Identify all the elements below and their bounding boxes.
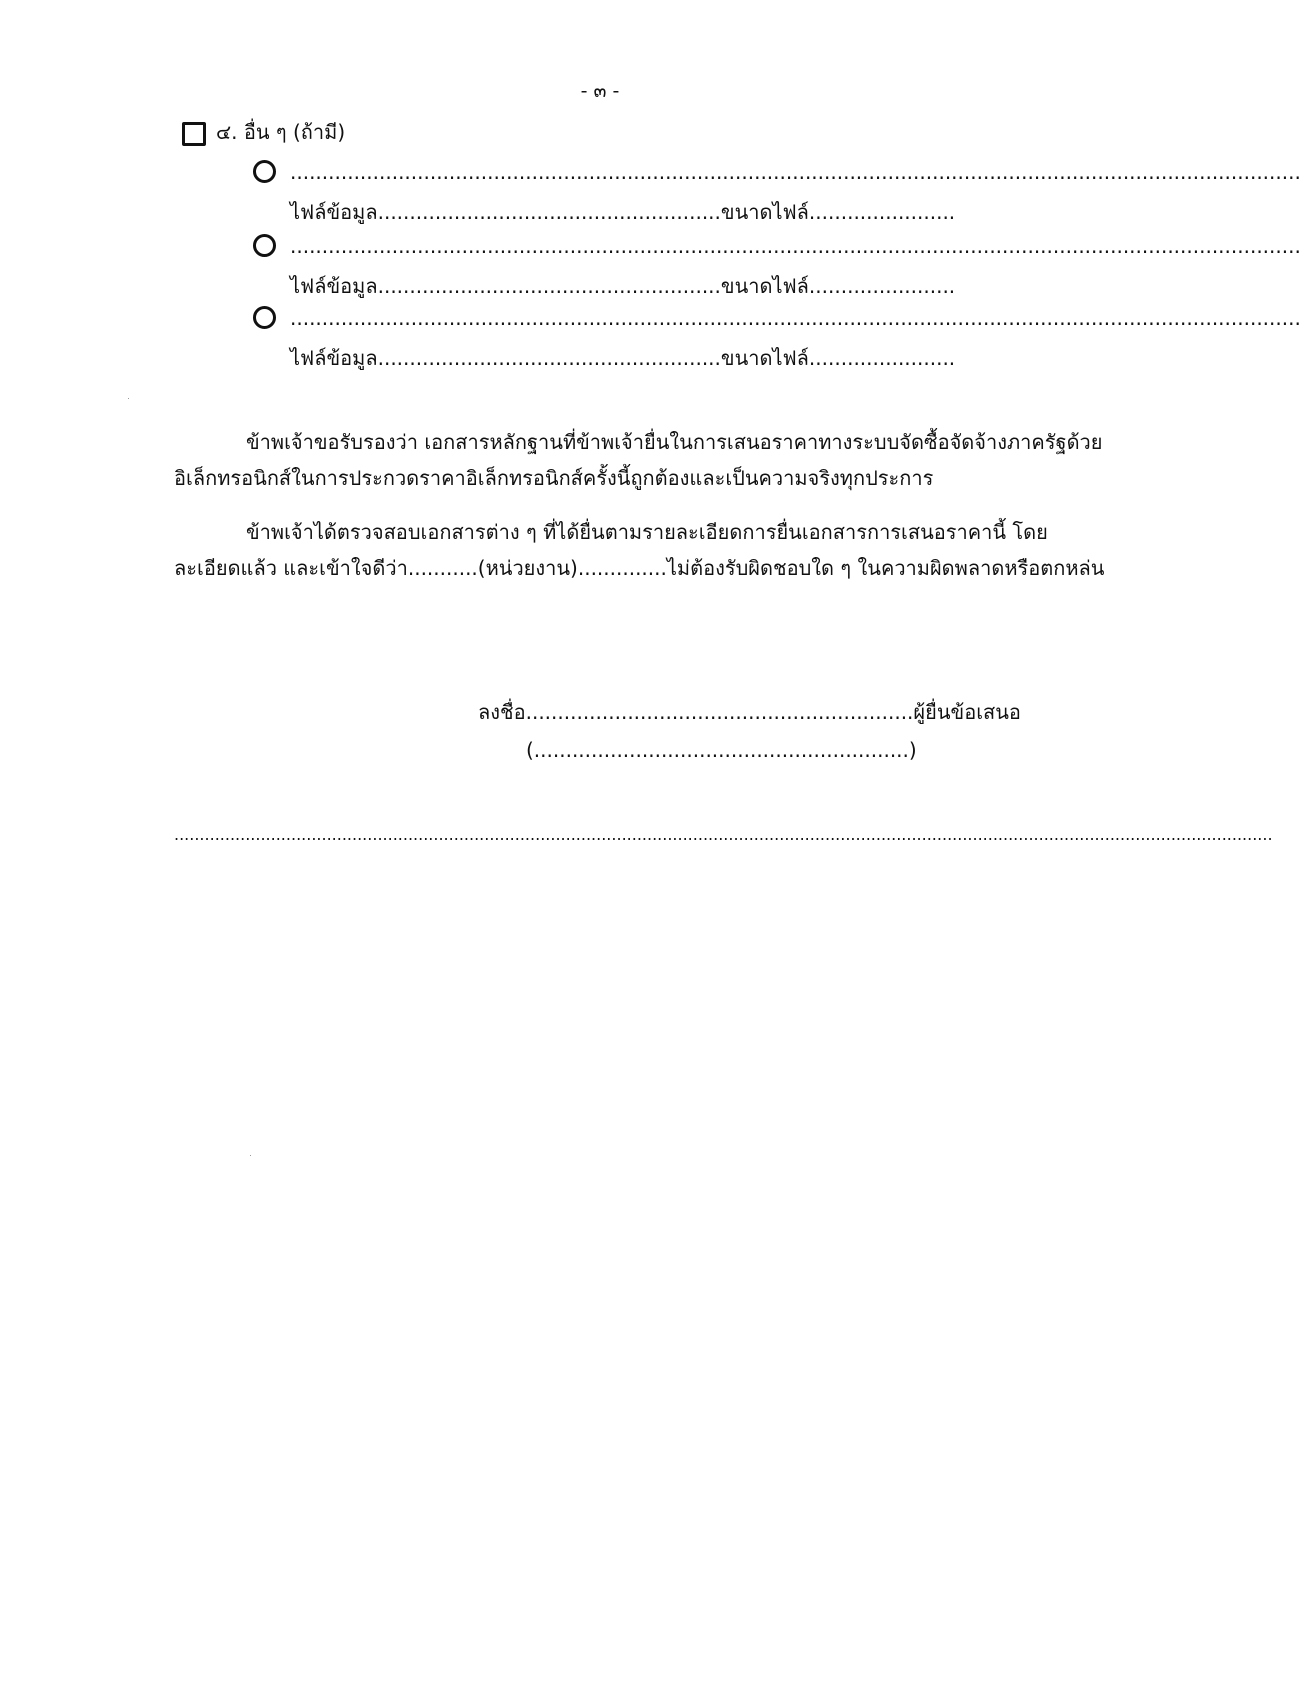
page-number: - ๓ - — [580, 80, 620, 102]
radio-icon[interactable] — [253, 234, 276, 257]
radio-icon[interactable] — [253, 160, 276, 183]
checkbox-icon[interactable] — [182, 122, 206, 146]
review-text: ข้าพเจ้าได้ตรวจสอบเอกสารต่าง ๆ ที่ได้ยื่นตามรายละเอียดการยื่นเอกสารการเสนอราคานี้ โดยละเอียดแล้ว และเข้าใจดีว่า...........(หน่วยงาน)..............ไม่ต้องรับผิดชอบใด ๆ ในความผิดพลาดหรือตกหล่น — [174, 520, 1105, 580]
certification-paragraph — [174, 424, 1114, 496]
signature-line: ลงชื่อ.............................................................ผู้ยื่นข้อเสนอ — [478, 700, 1021, 724]
footer-dotted-rule: ........................................................................................................................................................................................................................ — [174, 825, 1273, 844]
item-1-file-line: ไฟล์ข้อมูล......................................................ขนาดไฟล์....................... — [290, 200, 956, 224]
item-3-file-line: ไฟล์ข้อมูล......................................................ขนาดไฟล์....................... — [290, 346, 956, 370]
item-1-entry-line: ............................................................................................................................................................... — [290, 160, 1301, 184]
scan-speck — [128, 398, 129, 399]
item-3-entry-line: ............................................................................................................................................................... — [290, 306, 1301, 330]
section-label: ๔. อื่น ๆ (ถ้ามี) — [216, 120, 346, 144]
item-2-file-line: ไฟล์ข้อมูล......................................................ขนาดไฟล์....................... — [290, 274, 956, 298]
certification-text: ข้าพเจ้าขอรับรองว่า เอกสารหลักฐานที่ข้าพเจ้ายื่นในการเสนอราคาทางระบบจัดซื้อจัดจ้างภาครัฐด้วยอิเล็กทรอนิกส์ในการประกวดราคาอิเล็กทรอนิกส์ครั้งนี้ถูกต้องและเป็นความจริงทุกประการ — [174, 430, 1103, 490]
item-2-entry-line: ............................................................................................................................................................... — [290, 234, 1301, 258]
signature-name-line: (...........................................................) — [526, 738, 917, 762]
review-paragraph — [174, 514, 1114, 586]
scan-speck — [250, 1155, 251, 1156]
radio-icon[interactable] — [253, 306, 276, 329]
